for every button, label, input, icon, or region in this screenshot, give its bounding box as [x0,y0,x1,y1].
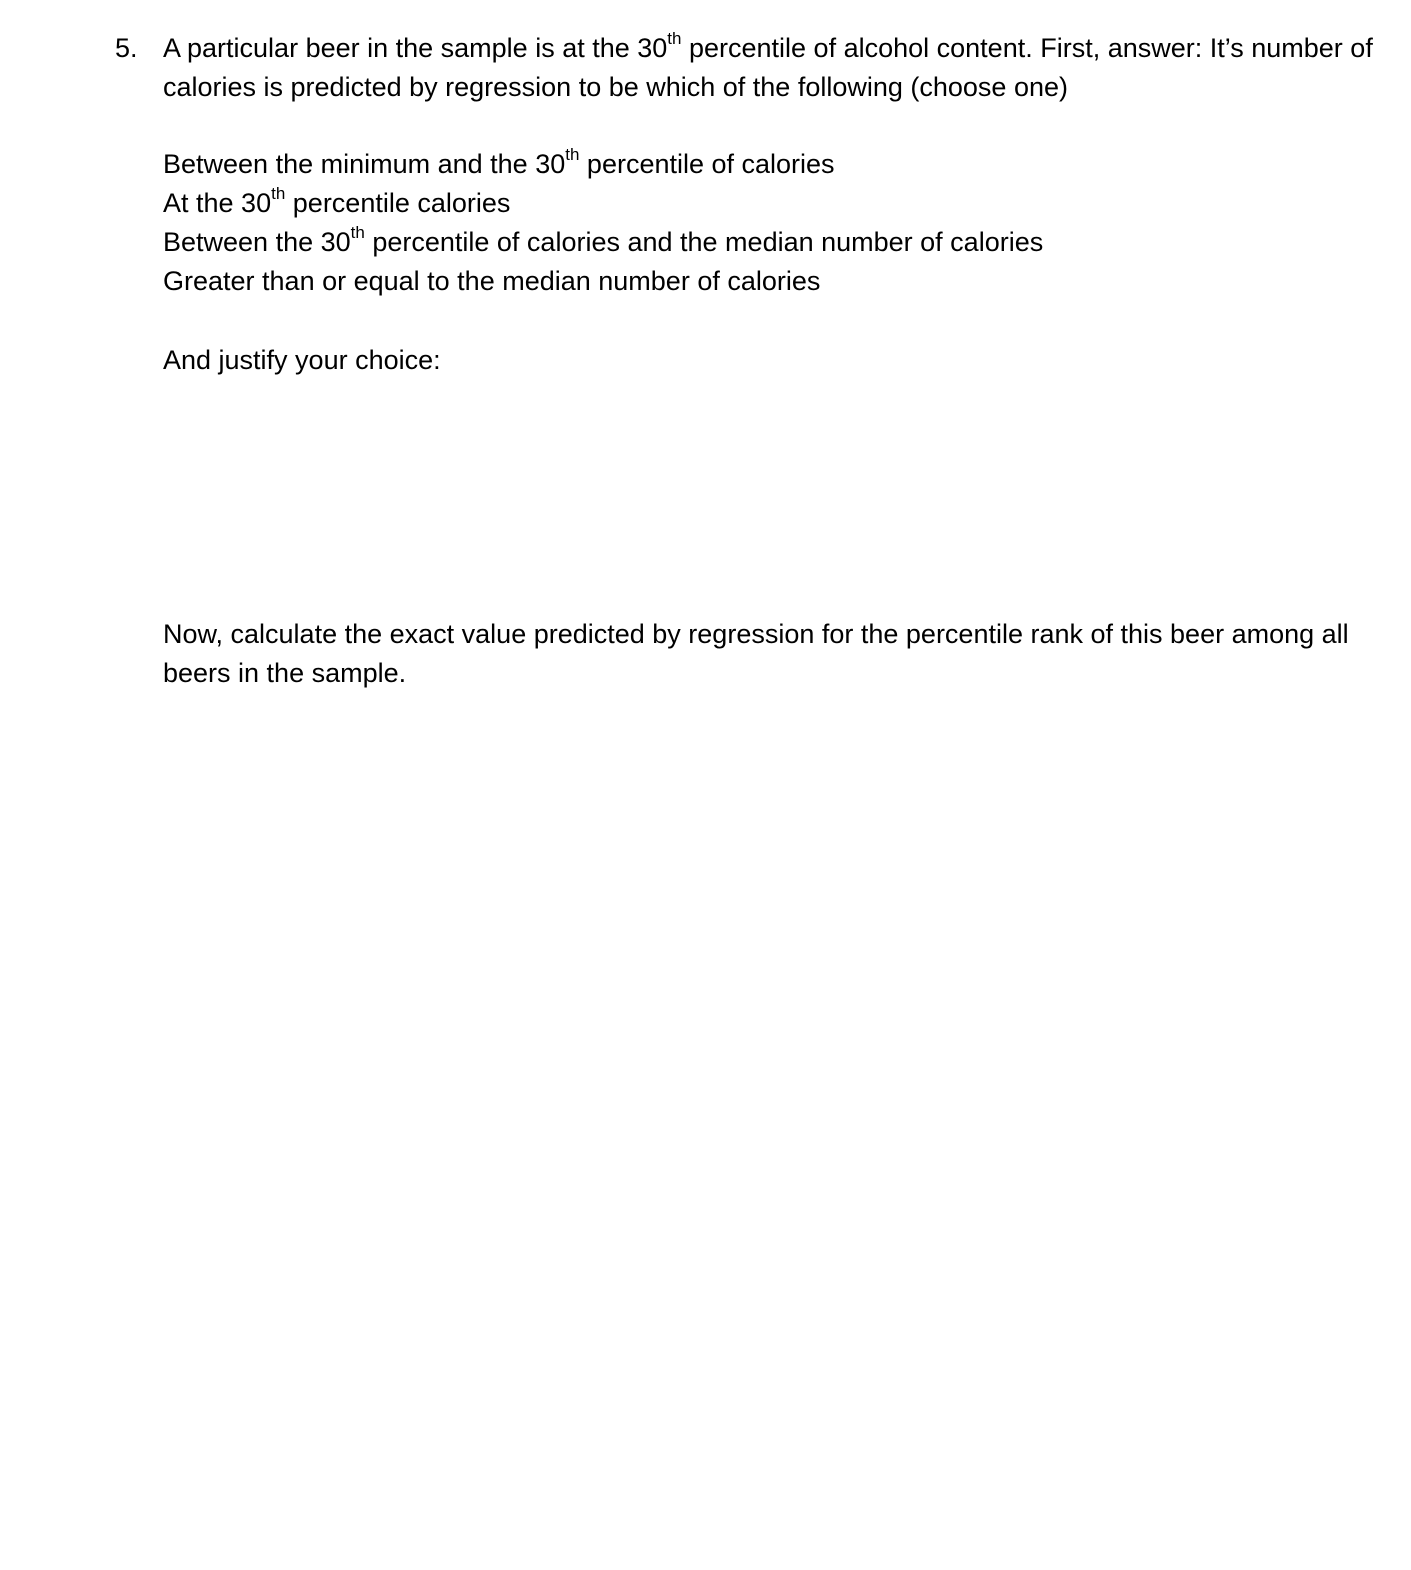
option-at-30th [163,184,1363,223]
option-text: At the 30 [163,188,272,218]
question-prompt-part1: A particular beer in the sample is at the 30 [163,33,668,63]
option-superscript: th [271,184,286,203]
question-5 [115,29,1375,107]
question-prompt-part2: percentile of alcohol content. First, answer: It’s number of calories is predicted by regression to be which of the following (choose one) [163,33,1373,102]
option-text-after: percentile calories [285,188,511,218]
question-row [115,29,1375,107]
question-prompt-superscript: th [667,29,682,48]
option-superscript: th [350,223,365,242]
question-number: 5. [115,33,138,63]
answer-options [163,145,1363,301]
option-text-after: percentile of calories and the median number of calories [364,227,1044,257]
option-text: Greater than or equal to the median number of calories [163,266,821,296]
option-30th-to-median [163,223,1363,262]
option-text: Between the 30 [163,227,351,257]
calculation-prompt: Now, calculate the exact value predicted by regression for the percentile rank of this beer among all beers in the sample. [163,619,1349,688]
justify-prompt: And justify your choice: [163,345,441,375]
option-text: Between the minimum and the 30 [163,149,566,179]
option-text-after: percentile of calories [579,149,835,179]
option-min-to-30th [163,145,1363,184]
option-superscript: th [565,145,580,164]
option-at-or-above-median [163,262,1363,301]
question-prompt [163,29,1375,107]
